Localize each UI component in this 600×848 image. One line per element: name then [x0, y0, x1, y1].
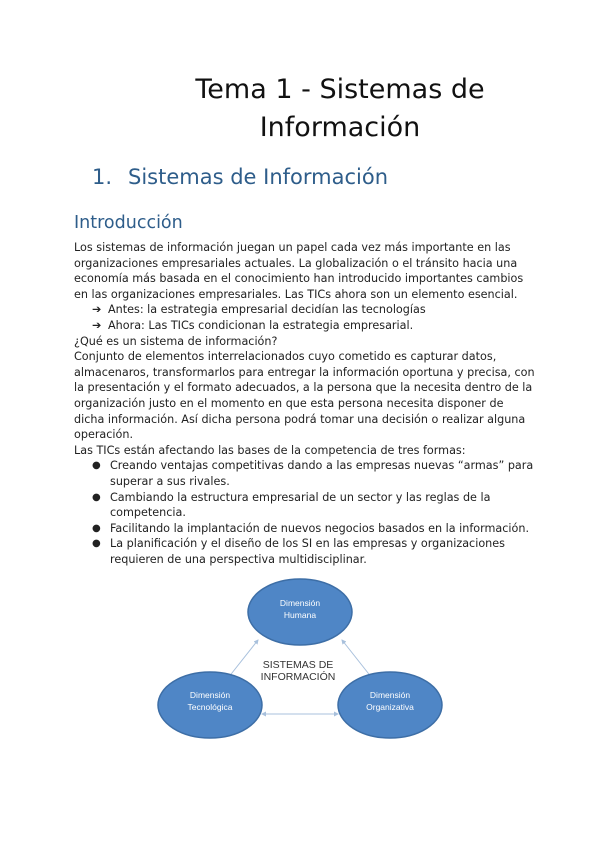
section-heading [92, 165, 388, 189]
bullet-list [74, 458, 536, 567]
document-title-line-2: Información [259, 112, 421, 143]
bullet-icon: ● [92, 538, 101, 550]
bullet-list-item: ● Facilitando la implantación de nuevos negocios basados en la información. [92, 521, 530, 535]
bullet-icon: ● [92, 491, 101, 503]
information-systems-diagram [150, 572, 450, 772]
definition-paragraph: Conjunto de elementos interrelacionados cuyo cometido es capturar datos, almacenaros, transformarlos para entregar la información oportuna y precisa, con la presentación y el formato adecuados, a la persona que la necesita dentro de la organización justo en el momento en que esta persona necesita disponer de dicha información. Así dicha persona podrá tomar una decisión o realizar alguna operación. [74, 350, 535, 442]
label-organizativa-line-1: Dimensión [369, 690, 411, 700]
section-number: 1. [92, 165, 113, 189]
body-text [74, 240, 536, 567]
arrow-list [74, 302, 536, 333]
section-title: Sistemas de Información [128, 165, 388, 189]
center-label-line-1: SISTEMAS DE [262, 659, 334, 671]
intro-paragraph: Los sistemas de información juegan un papel cada vez más importante en las organizaciones empresariales actuales. La globalización o el tránsito hacia una economía más basada en el conocimiento han introducido importantes cambios en las organizaciones empresariales. Las TICs ahora son un elemento esencial. [74, 241, 524, 301]
arrow-list-item: ➔ Ahora: Las TICs condicionan la estrategia empresarial. [92, 318, 414, 332]
bullet-icon: ● [92, 522, 101, 534]
question-line: ¿Qué es un sistema de información? [74, 334, 278, 348]
bullet-list-item: ● Cambiando la estructura empresarial de un sector y las reglas de la competencia. [92, 490, 491, 520]
arrow-humana-tecnologica [228, 640, 258, 678]
document-title-line-1: Tema 1 - Sistemas de [195, 74, 485, 105]
arrow-icon: ➔ [92, 303, 102, 317]
subsection-heading: Introducción [74, 213, 183, 233]
bullet-icon: ● [92, 460, 101, 472]
label-tecnologica-line-2: Tecnológica [187, 702, 233, 712]
label-tecnologica-line-1: Dimensión [189, 690, 231, 700]
center-label-line-2: INFORMACIÓN [260, 671, 336, 683]
bullet-list-item: ● Creando ventajas competitivas dando a las empresas nuevas “armas” para superar a sus rivales. [92, 459, 534, 488]
label-humana-line-2: Humana [283, 610, 317, 620]
label-humana-line-1: Dimensión [279, 598, 321, 608]
arrow-humana-organizativa [342, 640, 372, 678]
tics-intro-line: Las TICs están afectando las bases de la competencia de tres formas: [74, 443, 466, 457]
arrow-list-item: ➔ Antes: la estrategia empresarial decidían las tecnologías [92, 303, 426, 317]
label-organizativa-line-2: Organizativa [366, 702, 414, 712]
arrow-icon: ➔ [92, 318, 102, 332]
bullet-list-item: ● La planificación y el diseño de los SI en las empresas y organizaciones requieren de una perspectiva multidisciplinar. [92, 537, 505, 566]
